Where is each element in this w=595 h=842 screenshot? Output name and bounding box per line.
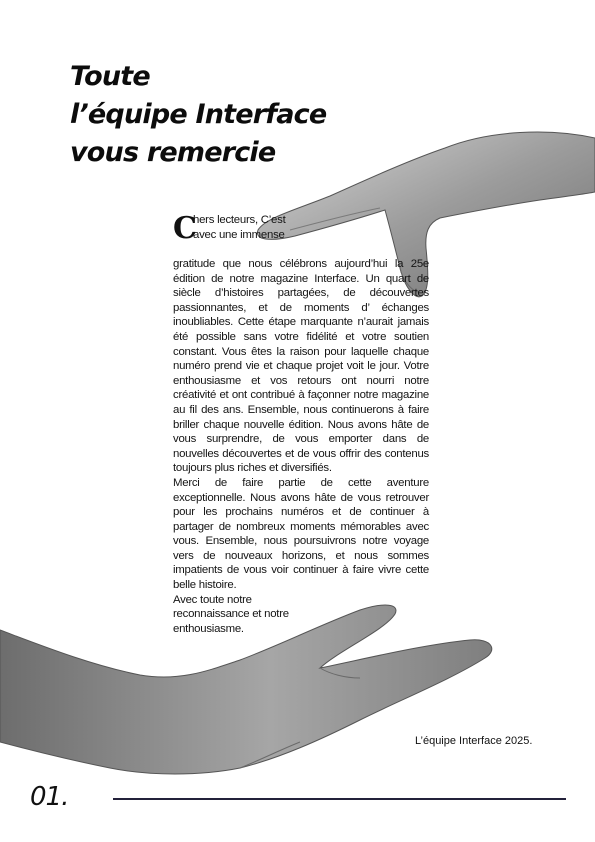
closing-line-3: enthousiasme. xyxy=(173,622,244,635)
drop-cap: C xyxy=(173,211,197,246)
letter-paragraph-2: Merci de faire partie de cette aventure exceptionnelle. Nous avons hâte de vous retrouver pour les prochains numéros et de continuer à partager de nombreux moments mémorables avec vous. Ensemble, nous poursuivrons notre voyage vers de nouveaux horizons, et nous sommes impatients de vous voir continuer à faire vivre cette belle histoire. xyxy=(173,476,429,592)
intro-text: hers lecteurs, C’est avec une immense xyxy=(193,214,286,241)
footer-rule xyxy=(113,798,566,800)
title-line-3: vous remercie xyxy=(70,137,276,168)
title-line-1: Toute xyxy=(70,61,150,92)
letter-body xyxy=(173,213,429,636)
closing-line-2: reconnaissance et notre xyxy=(173,608,289,621)
signature: L’équipe Interface 2025. xyxy=(415,735,533,747)
page-title xyxy=(70,58,390,172)
closing-line-1: Avec toute notre xyxy=(173,593,252,606)
title-line-2: l’équipe Interface xyxy=(70,99,327,130)
letter-paragraph-1: gratitude que nous célébrons aujourd’hui la 25e édition de notre magazine Interface. Un quart de siècle d’histoires partagées, de découvertes passionnantes, et de moments d’ échanges inoubliables. Cette étape marquante n’aurait jamais été possible sans votre fidélité et votre soutien constant. Vous êtes la raison pour laquelle chaque numéro prend vie et chaque projet voit le jour. Votre enthousiasme et vos retours ont nourri notre créativité et ont contribué à façonner notre magazine au fil des ans. Ensemble, nous continuerons à faire briller chaque nouvelle édition. Nous avons hâte de vous surprendre, de vous emporter dans de nouvelles découvertes et de vous offrir des contenus toujours plus riches et diversifiés. xyxy=(173,258,429,475)
page-number: 01. xyxy=(30,782,69,812)
letter-intro xyxy=(173,213,298,257)
